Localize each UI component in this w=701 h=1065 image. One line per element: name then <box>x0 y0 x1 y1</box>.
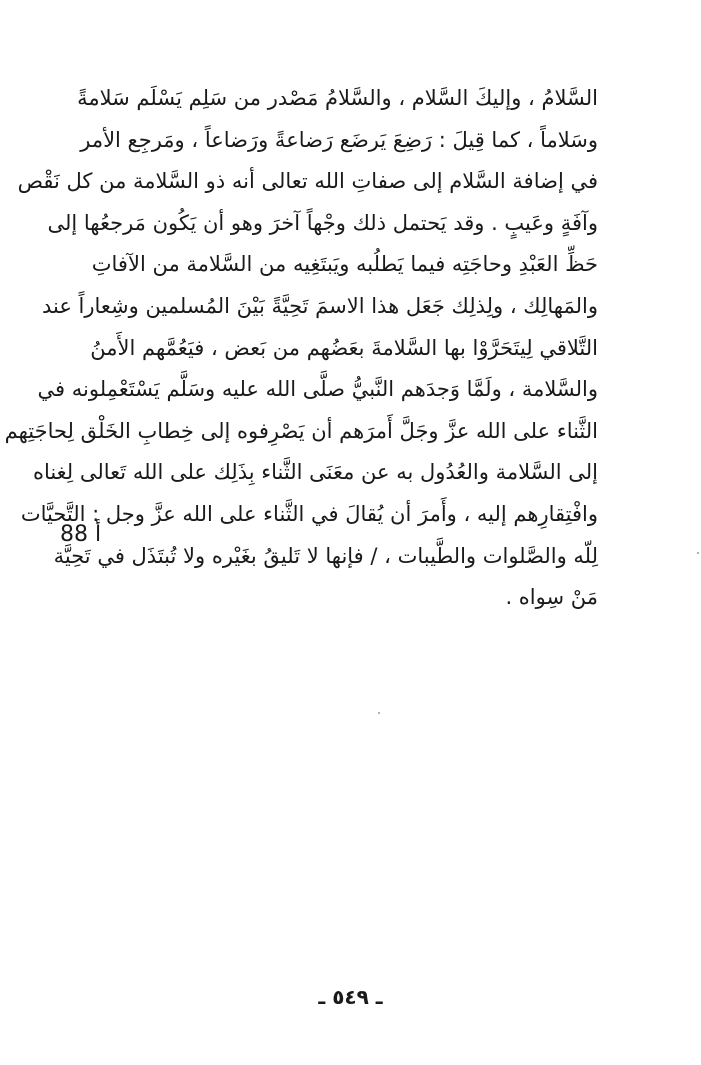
text-line-10: إلى السَّلامة والعُدُول به عن معَنَى الثَّناء بِذَلِك على الله تَعالى لِغناه <box>32 460 598 485</box>
text-line-9: الثَّناء على الله عزَّ وجَلَّ أَمرَهم أن يَصْرِفوه إلى خِطابِ الخَلْق لِحاجَتِهم <box>4 418 598 443</box>
text-line-8: والسَّلامة ، ولَمَّا وَجدَهم النَّبيُّ صلَّى الله عليه وسَلَّم يَسْتَعْمِلونه في <box>37 377 598 402</box>
scan-speck <box>697 552 699 554</box>
page-number: ـ ٥٤٩ ـ <box>318 985 383 1009</box>
text-line-5: حَظِّ العَبْدِ وحاجَتِه فيما يَطلُبه ويَبتَغِيه من السَّلامة من الآفاتِ <box>91 252 598 277</box>
manuscript-folio-marker: 88 أ <box>60 522 102 547</box>
text-line-3: في إضافة السَّلام إلى صفاتِ الله تعالى أنه ذو السَّلامة من كل نَقْص <box>17 169 598 194</box>
scan-speck <box>378 712 380 714</box>
text-line-4: وآفَةٍ وعَيبٍ . وقد يَحتمل ذلك وجْهاً آخرَ وهو أن يَكُون مَرجعُها إلى <box>47 210 598 235</box>
text-line-7: التَّلاقي لِيتَحَرَّوْا بها السَّلامةَ بعَضُهم من بَعض ، فيَعُمَّهم الأَمنُ <box>90 335 598 360</box>
text-line-12: لِلّه والصَّلوات والطَّيبات ، / فإنها لا تَليقُ بغَيْره ولا تُبتَذَل في تَحِيَّة <box>53 543 598 568</box>
text-line-1: السَّلامُ ، وإليكَ السَّلام ، والسَّلامُ مَصْدر من سَلِم يَسْلَم سَلامةً <box>77 86 598 110</box>
text-line-6: والمَهالِك ، ولِذلِك جَعَل هذا الاسمَ تَحِيَّةً بَيْنَ المُسلمين وشِعاراً عند <box>41 293 598 318</box>
text-line-2: وسَلاماً ، كما قِيلَ : رَضِعَ يَرضَع رَضاعةً ورَضاعاً ، ومَرجِع الأمر <box>80 127 598 152</box>
text-line-11: وافْتِقارِهم إليه ، وأَمرَ أن يُقالَ في الثَّناء على الله عزَّ وجل : التَّحيَّات <box>20 501 598 526</box>
text-line-13: مَنْ سِواه . <box>505 585 598 610</box>
